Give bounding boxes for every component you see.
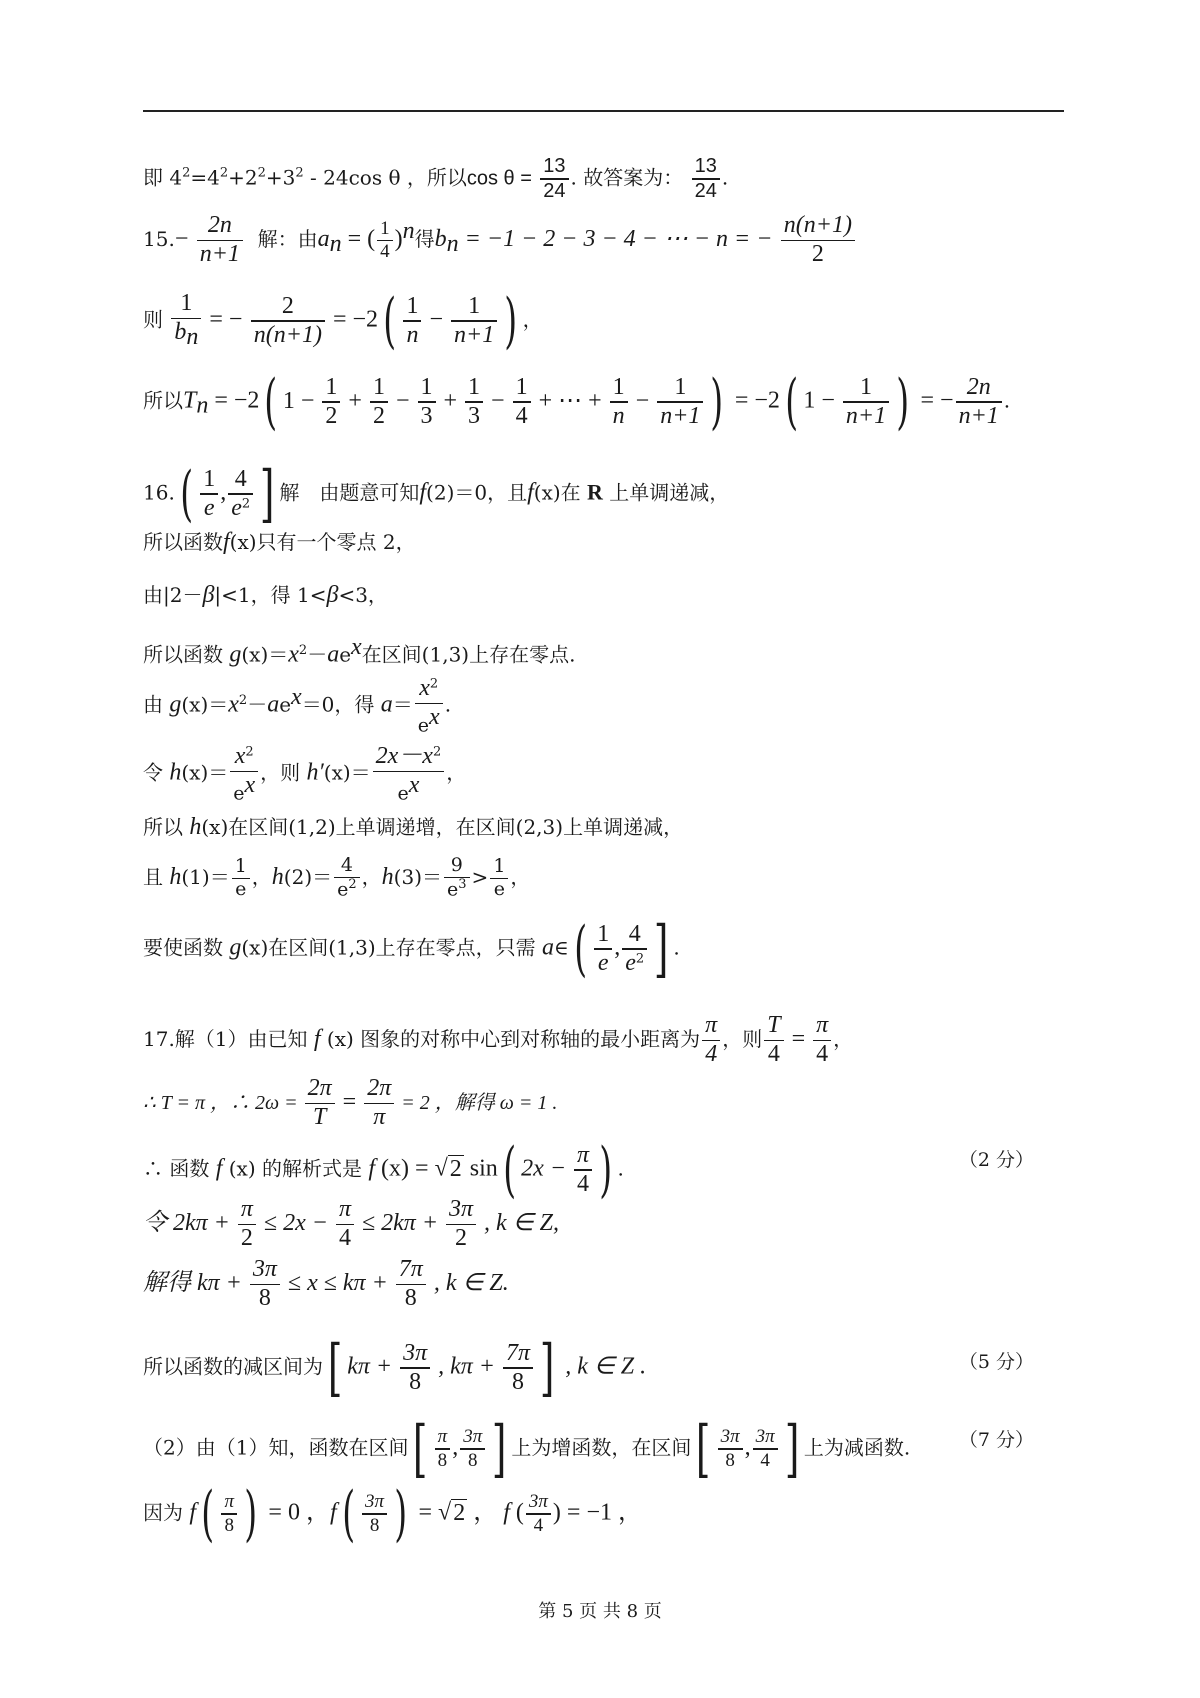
- line-a-range: 要使函数 g(x)在区间(1,3)上存在零点，只需 a∈( $\frac{1}{e}$ , 4 $e^2$ ] .: [143, 912, 680, 985]
- line-gx-zero: 所以函数 $g(x)=x^2-ae^x$在区间(1,3)上存在零点.: [143, 634, 576, 668]
- line-omega: ∴ T = π ，∴ 2ω = $\frac{2\pi}{T}$ = $\frac{2\pi}{\pi}$ = 2 ，解得 ω = 1 .: [143, 1075, 558, 1131]
- points-5: （5 分）: [958, 1351, 1034, 1373]
- line-monotonic: 所以 h(x)在区间(1,2)上单调递增，在区间(2,3)上单调递减，: [143, 814, 684, 840]
- line-solve-a: 由 $g(x)=x^2-ae^x=0$，得 a＝ $\frac{x^2}{e^x}$ .: [143, 675, 452, 737]
- sum-operator: 1 −: [282, 387, 321, 414]
- line-solve-x: 解得 kπ + $\frac{3\pi}{8}$ ≤ x ≤ kπ + $\frac{7\pi}{8}$ , k ∈ Z.: [143, 1256, 509, 1312]
- points-7: （7 分）: [958, 1429, 1034, 1451]
- line-q16: 16.( $\frac{1}{e}$ , 4 $e^2$ ] 解 由题意可知f(2)＝0，且f(x)在 R 上单调递减，: [143, 457, 730, 530]
- fraction-13-24: $\frac{13}{24}$: [540, 155, 568, 203]
- line-hx: 令 h(x)＝ $\frac{x^2}{e^x}$ ，则 h′(x)＝ $\frac{2x-x^2}{e^x}$ ，: [143, 743, 467, 805]
- line-h-values: 且 h(1)＝ $\frac{1}{e}$ ，h(2)＝ $\frac{4}{e^2}$ ，h(3)＝ $\frac{9}{e^3}$ > $\frac{1}{e}$ ，: [143, 854, 531, 901]
- line-zero-point: 所以函数f(x)只有一个零点 2，: [143, 529, 416, 555]
- line-beta: 由|2－β|<1，得 1<β<3，: [143, 582, 388, 608]
- sum-operator: −: [389, 387, 416, 414]
- sum-term-fraction: $\frac{1}{3}$: [465, 374, 483, 431]
- answer-13-24: $\frac{13}{24}$: [692, 155, 720, 203]
- sum-operator: +: [437, 387, 464, 414]
- sum-operator: +: [342, 387, 368, 414]
- points-2: （2 分）: [958, 1149, 1034, 1171]
- sum-operator: −: [485, 387, 511, 414]
- line-fx-expression: ∴ 函数 f (x) 的解析式是 f (x) = √2 sin( 2x − $\frac{\pi}{4}$ ) .: [143, 1135, 624, 1205]
- sum-operator: −: [629, 387, 656, 414]
- line-cos-theta: 即 $4^2=4^2+2^2+3^2 - 24\cos$ θ ，所以cos θ = $\frac{13}{24}$ . 故答案为： $\frac{13}{24}$ .: [143, 155, 729, 202]
- sum-term-fraction: $\frac{1}{n+1}$: [657, 374, 703, 431]
- line-part2: （2）由（1）知，函数在区间[ $\frac{\pi}{8}$ , $\frac{3\pi}{8}$ ] 上为增函数，在区间[ $\frac{3\pi}{8}$ , $\frac{3\pi}{4}$ ] 上为减函数.: [143, 1412, 911, 1485]
- page-footer: 第 5 页 共 8 页: [538, 1601, 662, 1622]
- line-inequality: 令 2kπ + $\frac{\pi}{2}$ ≤ 2x − $\frac{\pi}{4}$ ≤ 2kπ + $\frac{3\pi}{2}$ , k ∈ Z,: [143, 1196, 559, 1252]
- sum-term-fraction: $\frac{1}{2}$: [322, 374, 340, 431]
- line-reciprocal-bn: 则 1 $b_n$ = − $\frac{2}{n(n+1)}$ = −2( $\frac{1}{n}$ − $\frac{1}{n+1}$ ) ，: [143, 285, 543, 356]
- header-rule: [143, 110, 1064, 112]
- fraction-nn1-2: $\frac{n(n+1)}{2}$: [781, 212, 855, 269]
- sum-term-fraction: $\frac{1}{2}$: [370, 374, 388, 431]
- line-decreasing-interval: 所以函数的减区间为[ kπ + $\frac{3\pi}{8}$ , kπ + $\frac{7\pi}{8}$ ] , k ∈ Z .: [143, 1331, 647, 1404]
- line-values: 因为 f( $\frac{\pi}{8}$ ) = 0 ，f( $\frac{3\pi}{8}$ ) = √2 ， f ( $\frac{3\pi}{4}$ ) = −1 ，: [143, 1479, 642, 1549]
- sum-term-fraction: $\frac{1}{n}$: [610, 374, 628, 431]
- sum-term-fraction: $\frac{1}{4}$: [513, 374, 531, 431]
- line-q17: 17.解（1）由已知 f (x) 图象的对称中心到对称轴的最小距离为 $\frac{\pi}{4}$ ，则 $\frac{T}{4}$ = $\frac{\pi}{4}$ ，: [143, 1012, 854, 1068]
- line-q15: 15.− $\frac{2n}{n+1}$ 解：由$a_n$ = ( $\frac{1}{4}$ )$^n$得$b_n = -1 - 2 - 3 - 4$ − ⋯ − n = − $\frac{n(n+1)}{2}$: [143, 212, 857, 269]
- sum-operator: + ⋯ +: [532, 387, 608, 414]
- line-tn-sum: 所以$T_n = -2$( 1 − $\frac{1}{2}$ + $\frac{1}{2}$ − $\frac{1}{3}$ + $\frac{1}{3}$ − $\frac{1}{4}$ + ⋯ + $\frac{1}{n}$ − $\frac{1}{n+1}$ ) = −2( 1 − $\frac{1}{n+1}$ ) = − $\frac{2n}{n+1}$ .: [143, 367, 1011, 437]
- sum-term-fraction: $\frac{1}{3}$: [418, 374, 436, 431]
- fraction-2n-n1: $\frac{2n}{n+1}$: [197, 212, 243, 269]
